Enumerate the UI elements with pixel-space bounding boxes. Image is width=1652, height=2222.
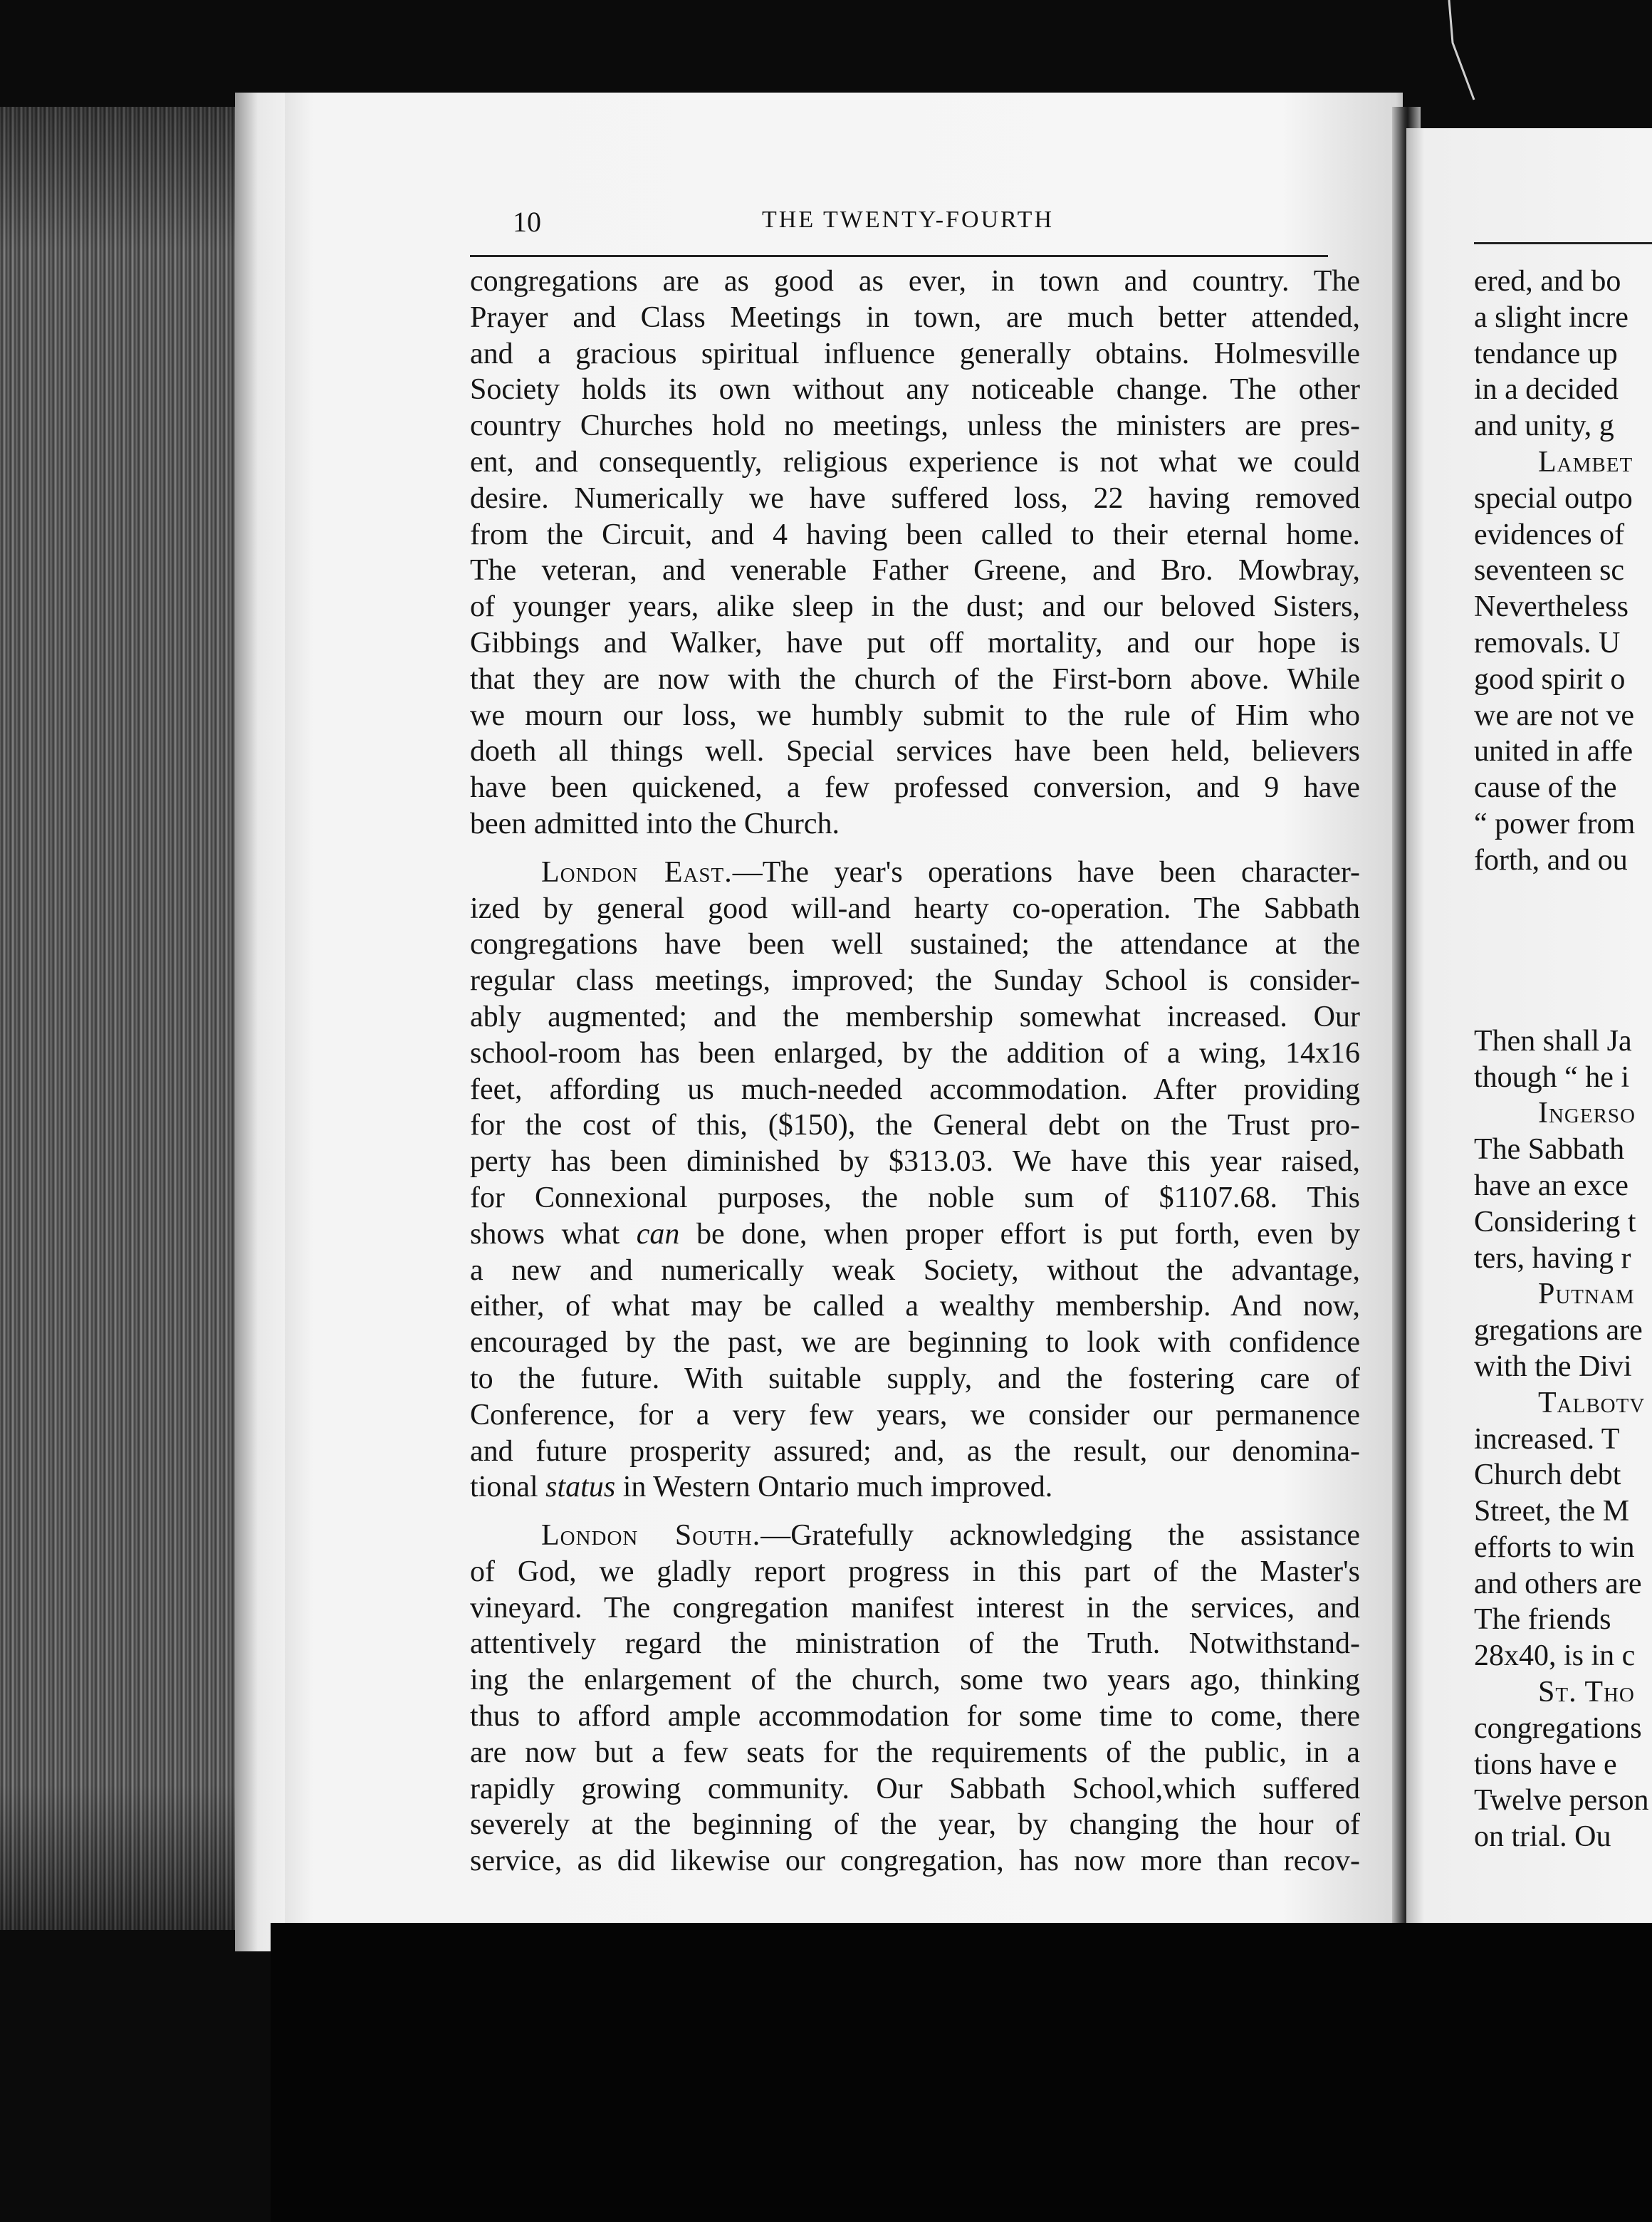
right-text-line: have an exce — [1474, 1169, 1629, 1202]
text-span: Gibbings and Walker, have put off mortality, and our hope is — [470, 626, 1360, 659]
running-head: THE TWENTY-FOURTH — [762, 207, 1055, 233]
right-text-line: united in affe — [1474, 735, 1633, 768]
text-line — [470, 1288, 1360, 1325]
right-text-line: with the Divi — [1474, 1350, 1632, 1383]
text-span: thus to afford ample accommodation for some time to come, there — [470, 1700, 1360, 1733]
text-line — [470, 1107, 1360, 1144]
text-line — [470, 625, 1360, 662]
right-text-line: 28x40, is in c — [1474, 1639, 1636, 1673]
right-text-line: gregations are — [1474, 1314, 1643, 1347]
right-text-line: a slight incre — [1474, 301, 1629, 334]
text-span: Conference, for a very few years, we consider our permanence — [470, 1398, 1360, 1431]
right-text-line: Ingerso — [1538, 1097, 1636, 1130]
right-text-line: special outpo — [1474, 481, 1633, 515]
right-text-line: on trial. Ou — [1474, 1820, 1611, 1854]
section-heading-london-south: London South. — [541, 1519, 761, 1553]
text-span: Prayer and Class Meetings in town, are much better attended, — [470, 301, 1360, 334]
right-text-line: we are not ve — [1474, 699, 1635, 732]
text-span: congregations are as good as ever, in town and country. The — [470, 265, 1360, 298]
text-line — [470, 1699, 1360, 1735]
text-span: for the cost of this, ($150), the General debt on the Trust pro- — [470, 1109, 1360, 1142]
right-text-line: Church debt — [1474, 1459, 1621, 1492]
text-span: of God, we gladly report progress in this part of the Master's — [470, 1555, 1360, 1588]
right-header-rule — [1474, 242, 1652, 244]
right-text-line: though “ he i — [1474, 1060, 1630, 1094]
text-line — [470, 1397, 1360, 1434]
text-line — [470, 1807, 1360, 1843]
right-text-line: and others are — [1474, 1567, 1642, 1600]
text-span: been admitted into the Church. — [470, 807, 840, 840]
right-text-line: cause of the — [1474, 771, 1617, 805]
text-line — [470, 300, 1360, 336]
text-span: service, as did likewise our congregation, has now more than recov- — [470, 1845, 1360, 1878]
text-span: encouraged by the past, we are beginning to look with confidence — [470, 1326, 1360, 1360]
text-line — [470, 336, 1360, 372]
text-line — [470, 1253, 1360, 1289]
text-line — [470, 1434, 1360, 1470]
right-text-line: The friends — [1474, 1603, 1611, 1637]
text-span: to the future. With suitable supply, and the fostering care of — [470, 1362, 1360, 1395]
text-line — [470, 1469, 1360, 1506]
text-line — [470, 481, 1360, 517]
text-line — [470, 1554, 1360, 1590]
text-line — [470, 1325, 1360, 1361]
text-line — [470, 999, 1360, 1036]
text-span: from the Circuit, and 4 having been called to their eternal home. — [470, 518, 1360, 551]
background-top — [0, 0, 1652, 93]
text-line — [470, 1216, 1360, 1253]
text-span: and a gracious spiritual influence generally obtains. Holmesville — [470, 337, 1360, 370]
page-edge-highlight — [235, 93, 292, 1951]
text-span: feet, affording us much-needed accommodation. After providing — [470, 1073, 1360, 1106]
right-text-line: efforts to win — [1474, 1530, 1635, 1564]
emphasis-can: can — [636, 1217, 680, 1251]
right-text-line: St. Tho — [1538, 1676, 1635, 1709]
text-line — [470, 1662, 1360, 1699]
text-span: desire. Numerically we have suffered loss, 22 having removed — [470, 481, 1360, 515]
text-line — [470, 1180, 1360, 1216]
text-line — [470, 927, 1360, 963]
text-span: for Connexional purposes, the noble sum of $1107.68. This — [470, 1181, 1360, 1214]
text-span: be done, when proper effort is put forth, even by — [679, 1217, 1360, 1251]
text-line — [470, 264, 1360, 300]
text-span: congregations have been well sustained; the attendance at the — [470, 928, 1360, 961]
text-span: shows what — [470, 1217, 637, 1251]
text-span: have been quickened, a few professed conversion, and 9 have — [470, 771, 1360, 805]
right-text-line — [1474, 879, 1652, 915]
text-span: Society holds its own without any noticeable change. The other — [470, 373, 1360, 407]
right-text-line: ters, having r — [1474, 1241, 1631, 1275]
text-line — [470, 734, 1360, 770]
text-span: we mourn our loss, we humbly submit to the rule of Him who — [470, 699, 1360, 732]
text-span: that they are now with the church of the First-born above. While — [470, 662, 1360, 696]
right-text-line: and unity, g — [1474, 410, 1614, 443]
right-text-line: evidences of — [1474, 518, 1625, 551]
text-line — [470, 408, 1360, 444]
book-page-edges — [0, 107, 271, 1930]
right-text-line — [1474, 951, 1652, 987]
right-text-line: Talbotv — [1538, 1386, 1646, 1419]
text-span: severely at the beginning of the year, by changing the hour of — [470, 1808, 1360, 1842]
right-text-line: removals. U — [1474, 626, 1621, 659]
text-line — [470, 553, 1360, 589]
text-span: vineyard. The congregation manifest interest in the services, and — [470, 1591, 1360, 1624]
right-text-line: Putnam — [1538, 1278, 1635, 1311]
text-line — [470, 1036, 1360, 1072]
right-text-line: good spirit o — [1474, 662, 1626, 696]
text-span: ably augmented; and the membership somewhat increased. Our — [470, 1000, 1360, 1033]
paragraph-london-south — [470, 1518, 1360, 1879]
text-line — [470, 1144, 1360, 1180]
text-line — [470, 806, 1360, 843]
text-line — [470, 517, 1360, 553]
text-line — [470, 963, 1360, 999]
right-text-line: Nevertheless — [1474, 590, 1629, 624]
page-number: 10 — [513, 206, 541, 238]
text-span: doeth all things well. Special services have been held, believers — [470, 735, 1360, 768]
text-line — [470, 1771, 1360, 1808]
text-line — [470, 1735, 1360, 1771]
right-page-body — [1474, 264, 1652, 1855]
text-line — [470, 1843, 1360, 1879]
text-span: and future prosperity assured; and, as the result, our denomina- — [470, 1434, 1360, 1468]
text-line — [470, 770, 1360, 806]
right-text-line: congregations — [1474, 1711, 1642, 1745]
text-span: —Gratefully acknowledging the assistance — [760, 1519, 1360, 1553]
header-rule — [470, 255, 1328, 257]
right-text-line: in a decided — [1474, 373, 1619, 407]
text-span: tional — [470, 1471, 546, 1504]
text-line — [470, 1361, 1360, 1397]
right-text-line: ered, and bo — [1474, 265, 1621, 298]
paragraph-london-east — [470, 855, 1360, 1506]
right-text-line: Street, the M — [1474, 1495, 1630, 1528]
text-line — [470, 855, 1360, 891]
text-line — [470, 1590, 1360, 1627]
right-text-line: The Sabbath — [1474, 1133, 1625, 1167]
text-span: ing the enlargement of the church, some two years ago, thinking — [470, 1664, 1360, 1697]
text-span: attentively regard the ministration of the Truth. Notwithstand- — [470, 1627, 1360, 1661]
text-span: of younger years, alike sleep in the dust; and our beloved Sisters, — [470, 590, 1360, 624]
text-line — [470, 1518, 1360, 1554]
text-line — [470, 589, 1360, 625]
right-text-line: Twelve person — [1474, 1784, 1649, 1817]
right-text-line: “ power from — [1474, 807, 1636, 840]
text-span: country Churches hold no meetings, unless the ministers are pres- — [470, 410, 1360, 443]
text-line — [470, 372, 1360, 408]
text-line — [470, 662, 1360, 698]
text-span: ent, and consequently, religious experience is not what we could — [470, 445, 1360, 479]
right-text-line — [1474, 914, 1652, 951]
right-text-line: forth, and ou — [1474, 843, 1628, 877]
text-span: —The year's operations have been character- — [732, 855, 1360, 889]
text-span: in Western Ontario much improved. — [615, 1471, 1053, 1504]
text-span: perty has been diminished by $313.03. We have this year raised, — [470, 1145, 1360, 1179]
text-line — [470, 444, 1360, 481]
right-text-line: tendance up — [1474, 337, 1618, 370]
right-text-line: increased. T — [1474, 1422, 1620, 1456]
left-page-body — [470, 264, 1360, 1879]
text-span: a new and numerically weak Society, without the advantage, — [470, 1253, 1360, 1287]
text-line — [470, 698, 1360, 734]
emphasis-status: status — [545, 1471, 616, 1504]
text-span: The veteran, and venerable Father Greene, and Bro. Mowbray, — [470, 554, 1360, 588]
page-corner-mark — [1446, 0, 1502, 107]
text-span: rapidly growing community. Our Sabbath School,which suffered — [470, 1772, 1360, 1805]
right-text-line: Lambet — [1538, 445, 1633, 479]
page-header — [470, 199, 1324, 242]
section-heading-london-east: London East. — [541, 855, 733, 889]
text-line — [470, 1626, 1360, 1662]
right-text-line — [1474, 987, 1652, 1023]
text-line — [470, 891, 1360, 927]
text-span: school-room has been enlarged, by the addition of a wing, 14x16 — [470, 1036, 1360, 1070]
right-text-line: Then shall Ja — [1474, 1024, 1632, 1058]
text-span: regular class meetings, improved; the Sunday School is consider- — [470, 964, 1360, 998]
text-span: either, of what may be called a wealthy membership. And now, — [470, 1290, 1360, 1323]
background-bottom — [271, 1923, 1652, 2222]
text-span: ized by general good will-and hearty co-operation. The Sabbath — [470, 892, 1360, 925]
right-text-line: Considering t — [1474, 1205, 1636, 1238]
right-text-line: seventeen sc — [1474, 554, 1625, 588]
text-span: are now but a few seats for the requirements of the public, in a — [470, 1736, 1360, 1769]
right-text-line: tions have e — [1474, 1748, 1617, 1781]
paragraph-holmesville — [470, 264, 1360, 843]
text-line — [470, 1072, 1360, 1108]
